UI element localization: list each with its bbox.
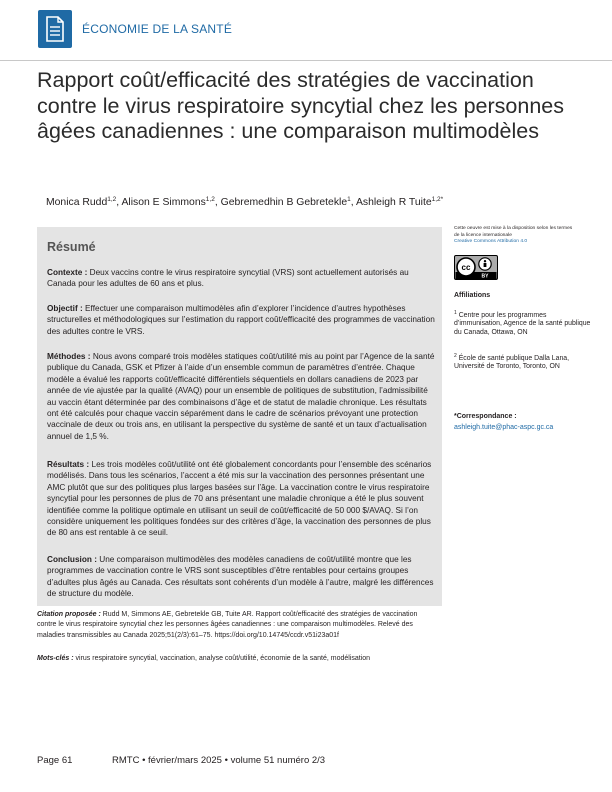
by-badge-label: BY bbox=[481, 273, 489, 280]
author-list bbox=[46, 196, 443, 208]
author-separator: , bbox=[116, 197, 122, 208]
license-link[interactable]: Creative Commons Attribution 4.0 bbox=[454, 239, 528, 245]
affiliation-1-text: Centre pour les programmes d’immunisation, Agence de la santé publique du Canada, Ottawa, ON bbox=[454, 312, 591, 336]
header-divider bbox=[0, 60, 612, 61]
results-label: Résultats : bbox=[47, 460, 90, 469]
affiliation-1 bbox=[454, 309, 594, 337]
document-icon bbox=[38, 10, 72, 48]
abstract-context bbox=[47, 267, 435, 290]
conclusion-label: Conclusion : bbox=[47, 555, 97, 564]
methods-label: Méthodes : bbox=[47, 352, 91, 361]
journal-issue: RMTC • février/mars 2025 • volume 51 numéro 2/3 bbox=[112, 755, 326, 766]
author-name: Ashleigh R Tuite bbox=[355, 197, 432, 208]
author-separator: , bbox=[350, 197, 356, 208]
conclusion-text: Une comparaison multimodèles des modèles canadiens de coût/utilité montre que les programmes de vaccination contre le VRS sont susceptibles d’être rentables pour certains groupes d’adultes plus âgés au Canada. Ces résultats sont cohérents d’un modèle à l’autre, malgré les différences de structure du modèle. bbox=[47, 555, 434, 599]
keywords-label: Mots-clés : bbox=[37, 655, 74, 662]
author-affiliation-marker: 1,2* bbox=[431, 196, 444, 203]
affiliations-heading: Affiliations bbox=[454, 292, 491, 299]
abstract-methods bbox=[47, 351, 435, 442]
objective-text: Effectuer une comparaison multimodèles afin d’explorer l’incidence d’autres hypothèses structurelles et méthodologiques sur l’estimation du rapport coût/efficacité des programmes de vaccination des adultes contre le VRS. bbox=[47, 304, 435, 336]
context-label: Contexte : bbox=[47, 268, 88, 277]
page-number: Page 61 bbox=[37, 755, 73, 766]
license-note bbox=[454, 226, 579, 246]
affiliation-2 bbox=[454, 352, 594, 372]
author-name: Alison E Simmons bbox=[121, 197, 206, 208]
affiliation-2-number: 2 bbox=[454, 353, 457, 359]
cc-badge-label: cc bbox=[461, 263, 471, 272]
license-text: Cette oeuvre est mise à la disposition selon les termes de la licence internationale bbox=[454, 226, 573, 238]
results-text: Les trois modèles coût/utilité ont été globalement concordants pour l’ensemble des scénarios modélisés. Dans tous les scénarios, l’accent a été mis sur la vaccination des personnes présentant une AMC plutôt que sur des politiques plus larges basées sur l’âge. La vaccination contre le virus respiratoire syncytial pour les personnes de plus de 70 ans présentant une maladie chronique a été le plus souvent identifiée comme la politique optimale en utilisant un seuil de coût/efficacité de 50 000 $/AVAQ. Si l’on considère uniquement les politiques fondées sur des critères d’âge, la vaccination des personnes de plus de 80 ans est rentable à ce seuil. bbox=[47, 460, 432, 538]
abstract-heading: Résumé bbox=[47, 240, 96, 254]
author-name: Monica Rudd bbox=[46, 197, 108, 208]
abstract-results bbox=[47, 459, 435, 539]
section-label: ÉCONOMIE DE LA SANTÉ bbox=[82, 22, 233, 36]
objective-label: Objectif : bbox=[47, 304, 83, 313]
context-text: Deux vaccins contre le virus respiratoire syncytial (VRS) sont actuellement autorisés au Canada pour les adultes de 60 ans et plus. bbox=[47, 268, 409, 289]
article-title: Rapport coût/efficacité des stratégies de vaccination contre le virus respiratoire syncytial chez les personnes âgées canadiennes : une comparaison multimodèles bbox=[37, 68, 564, 143]
author-affiliation-marker: 1,2 bbox=[205, 196, 215, 203]
author-affiliation-marker: 1 bbox=[347, 196, 351, 203]
author-separator: , bbox=[214, 197, 221, 208]
author-name: Gebremedhin B Gebretekle bbox=[220, 197, 348, 208]
author-affiliation-marker: 1,2 bbox=[107, 196, 117, 203]
methods-text: Nous avons comparé trois modèles statiques coût/utilité mis au point par l’Agence de la santé publique du Canada, GSK et Pfizer à l’aide d’un ensemble commun de paramètres d’entrée. Chaque modèle a évalué les rapports coût/efficacité différentiels séquentiels en dollars canadiens de 2023 par année de vie ajustée par la qualité (AVAQ) pour un ensemble de politiques de substitution, l’admissibilité au vaccin étant déterminée par des combinaisons d’âge et de statut de maladie chronique. Les résultats ont été calculés pour chaque vaccin séparément dans le cadre de scénarios prévoyant une protection vaccinale de deux ou trois ans, en utilisant la perspective du système de santé et un taux d’actualisation annuel de 1,5 %. bbox=[47, 352, 435, 441]
keywords bbox=[37, 654, 457, 664]
correspondence-heading: *Correspondance : bbox=[454, 413, 517, 420]
creative-commons-by-icon[interactable] bbox=[454, 255, 498, 280]
affiliation-2-text: École de santé publique Dalla Lana, Université de Toronto, Toronto, ON bbox=[454, 355, 570, 371]
correspondence-email[interactable]: ashleigh.tuite@phac-aspc.gc.ca bbox=[454, 424, 554, 431]
abstract-objective bbox=[47, 303, 435, 337]
suggested-citation bbox=[37, 610, 437, 641]
affiliation-1-number: 1 bbox=[454, 310, 457, 316]
keywords-text: virus respiratoire syncytial, vaccination, analyse coût/utilité, économie de la santé, modélisation bbox=[73, 655, 371, 662]
citation-text[interactable]: Rudd M, Simmons AE, Gebretekle GB, Tuite AR. Rapport coût/efficacité des stratégies de vaccination contre le virus respiratoire syncytial chez les personnes âgées canadiennes : une comparaison multimodèles. Relevé des maladies transmissibles au Canada 2025;51(2/3):61–75. https://doi.org/10.14745/ccdr.v51i23a01f bbox=[37, 611, 418, 639]
abstract-conclusion bbox=[47, 554, 435, 600]
citation-label: Citation proposée : bbox=[37, 611, 101, 618]
